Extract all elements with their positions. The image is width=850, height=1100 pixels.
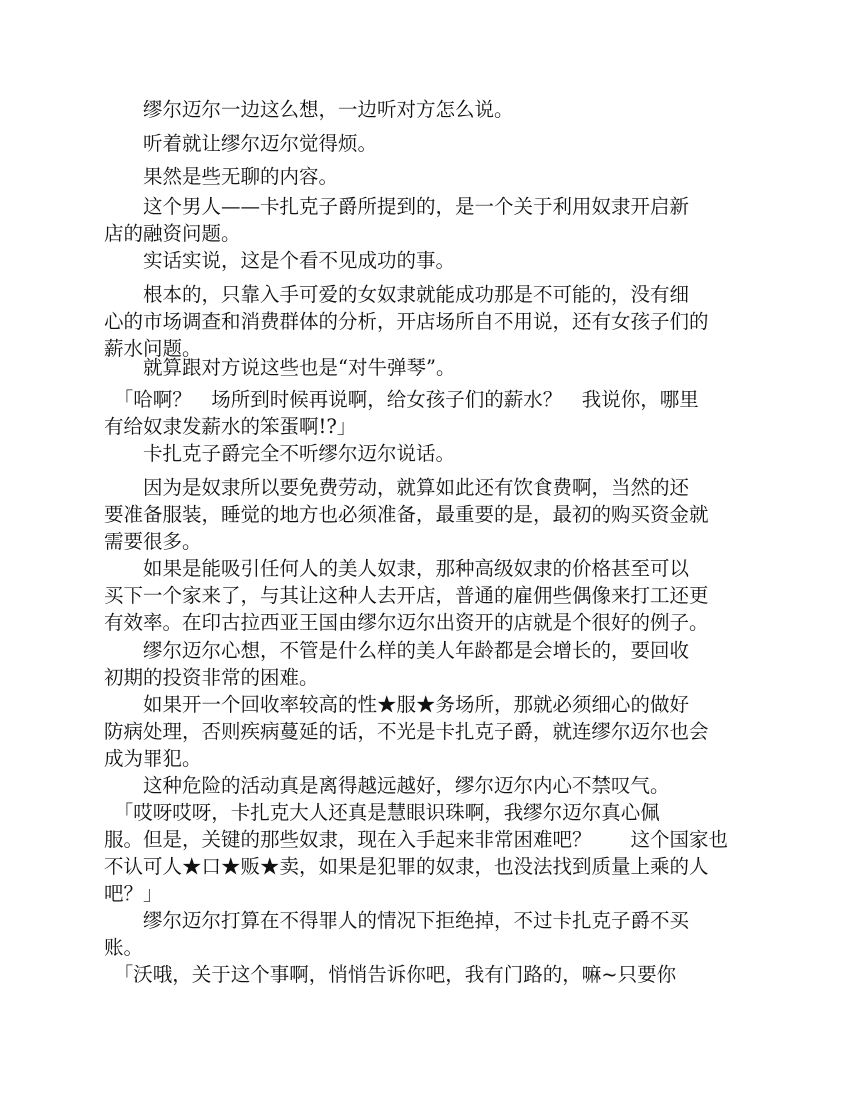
text-line: 薪水问题。 xyxy=(104,337,202,360)
text-line: 根本的，只靠入手可爱的女奴隶就能成功那是不可能的，没有细 xyxy=(104,283,690,306)
paragraph xyxy=(104,691,709,772)
text-line: 因为是奴隶所以要免费劳动，就算如此还有饮食费啊，当然的还 xyxy=(104,476,690,499)
paragraph xyxy=(104,354,455,381)
paragraph xyxy=(104,163,338,190)
text-line: 「哈啊？ 场所到时候再说啊，给女孩子们的薪水？ 我说你，哪里 xyxy=(104,388,699,411)
text-line: 这个男人——卡扎克子爵所提到的，是一个关于利用奴隶开启新 xyxy=(104,195,690,218)
text-line: 要准备服装，睡觉的地方也必须准备，最重要的是，最初的购买资金就 xyxy=(104,503,709,526)
text-line: 「哎呀哎呀，卡扎克大人还真是慧眼识珠啊，我缪尔迈尔真心佩 xyxy=(104,801,660,824)
text-line: 有给奴隶发薪水的笨蛋啊!?」 xyxy=(104,415,357,438)
text-line: 听着就让缪尔迈尔觉得烦。 xyxy=(104,132,378,155)
paragraph xyxy=(104,637,689,691)
paragraph xyxy=(104,247,455,274)
paragraph xyxy=(104,281,709,362)
text-line: 账。 xyxy=(104,936,144,959)
text-line: 这种危险的活动真是离得越远越好，缪尔迈尔内心不禁叹气。 xyxy=(104,774,670,797)
text-line: 有效率。在印古拉西亚王国由缪尔迈尔出资开的店就是个很好的例子。 xyxy=(104,611,709,634)
text-line: 初期的投资非常的困难。 xyxy=(104,666,319,689)
text-line: 就算跟对方说这些也是“对牛弹琴”。 xyxy=(104,356,456,379)
text-line: 吧？」 xyxy=(104,882,163,905)
paragraph xyxy=(104,799,728,907)
text-line: 缪尔迈尔心想，不管是什么样的美人年龄都是会增长的，要回收 xyxy=(104,639,690,662)
text-line: 店的融资问题。 xyxy=(104,222,241,245)
paragraph xyxy=(104,907,689,961)
text-line: 实话实说，这是个看不见成功的事。 xyxy=(104,249,456,272)
paragraph xyxy=(104,772,670,799)
text-line: 服。但是，关键的那些奴隶，现在入手起来非常困难吧？ 这个国家也 xyxy=(104,828,729,851)
text-line: 果然是些无聊的内容。 xyxy=(104,165,339,188)
text-line: 如果开一个回收率较高的性★服★务场所，那就必须细心的做好 xyxy=(104,693,690,716)
paragraph xyxy=(104,96,514,123)
text-line: 卡扎克子爵完全不听缪尔迈尔说话。 xyxy=(104,442,456,465)
paragraph xyxy=(104,440,455,467)
text-line: 缪尔迈尔一边这么想，一边听对方怎么说。 xyxy=(104,98,514,121)
text-line: 心的市场调查和消费群体的分析，开店场所自不用说，还有女孩子们的 xyxy=(104,310,709,333)
paragraph xyxy=(104,130,377,157)
paragraph xyxy=(104,193,689,247)
paragraph xyxy=(104,961,676,988)
text-line: 买下一个家来了，与其让这种人去开店，普通的雇佣些偶像来打工还更 xyxy=(104,584,709,607)
paragraph xyxy=(104,386,699,440)
text-line: 「沃哦，关于这个事啊，悄悄告诉你吧，我有门路的，嘛~只要你 xyxy=(104,963,677,986)
paragraph xyxy=(104,555,709,636)
text-line: 不认可人★口★贩★卖，如果是犯罪的奴隶，也没法找到质量上乘的人 xyxy=(104,855,709,878)
text-line: 需要很多。 xyxy=(104,530,202,553)
paragraph xyxy=(104,474,709,555)
text-line: 成为罪犯。 xyxy=(104,747,202,770)
text-line: 如果是能吸引任何人的美人奴隶，那种高级奴隶的价格甚至可以 xyxy=(104,557,690,580)
text-line: 防病处理，否则疾病蔓延的话，不光是卡扎克子爵，就连缪尔迈尔也会 xyxy=(104,720,709,743)
text-line: 缪尔迈尔打算在不得罪人的情况下拒绝掉，不过卡扎克子爵不买 xyxy=(104,909,690,932)
